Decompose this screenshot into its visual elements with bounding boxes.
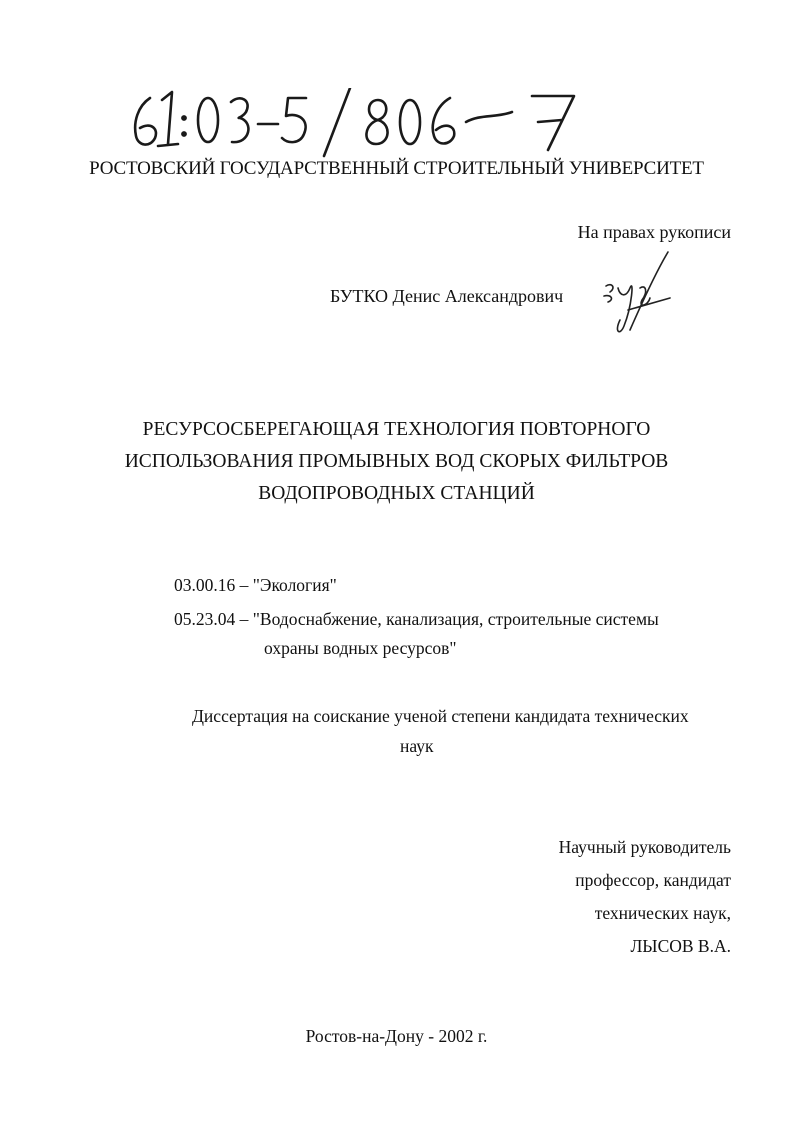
- title-line-1: РЕСУРСОСБЕРЕГАЮЩАЯ ТЕХНОЛОГИЯ ПОВТОРНОГО: [142, 419, 651, 440]
- specialty-ecology: 03.00.16 – "Экология": [174, 575, 337, 595]
- supervisor-block: [559, 831, 731, 963]
- author-name: БУТКО Денис Александрович: [330, 286, 564, 306]
- title-line-2: ИСПОЛЬЗОВАНИЯ ПРОМЫВНЫХ ВОД СКОРЫХ ФИЛЬТРОВ: [124, 451, 669, 472]
- university-name: РОСТОВСКИЙ ГОСУДАРСТВЕННЫЙ СТРОИТЕЛЬНЫЙ УНИВЕРСИТЕТ: [89, 158, 704, 179]
- handwritten-archive-number: [128, 88, 598, 158]
- supervisor-name: ЛЫСОВ В.А.: [630, 936, 731, 956]
- specialty-water-supply: 05.23.04 – "Водоснабжение, канализация, строительные системы: [174, 609, 659, 629]
- dissertation-title: [0, 414, 793, 510]
- specialty-water-supply-continuation: охраны водных ресурсов": [264, 638, 457, 658]
- dissertation-degree-line-2: наук: [400, 736, 434, 756]
- title-line-3: ВОДОПРОВОДНЫХ СТАНЦИЙ: [258, 483, 535, 504]
- supervisor-title-2: технических наук,: [594, 903, 731, 923]
- supervisor-title-1: профессор, кандидат: [575, 870, 731, 890]
- supervisor-role: Научный руководитель: [558, 837, 731, 857]
- city-year: Ростов-на-Дону - 2002 г.: [305, 1026, 488, 1046]
- dissertation-degree-line-1: Диссертация на соискание ученой степени кандидата технических: [192, 706, 689, 726]
- signature: [598, 248, 678, 340]
- rights-note: На правах рукописи: [577, 222, 731, 242]
